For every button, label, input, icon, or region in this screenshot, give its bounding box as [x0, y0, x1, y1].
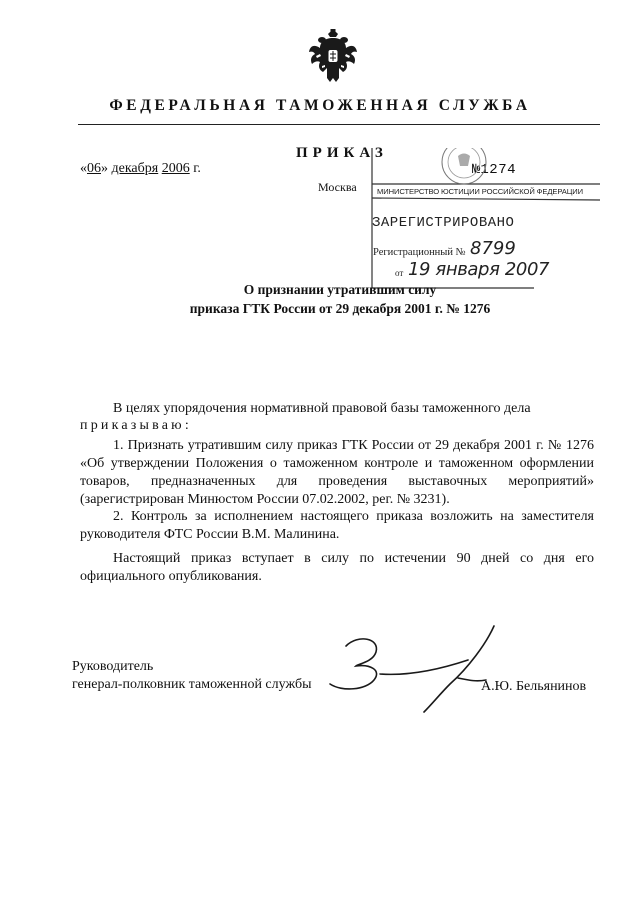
order-item-2: 2. Контроль за исполнением настоящего приказа возложить на заместителя руководителя ФТС России В.М. Малинина.: [80, 509, 594, 542]
stamp-registration-number: 8799: [470, 238, 516, 259]
stamp-ministry-name: МИНИСТЕРСТВО ЮСТИЦИИ РОССИЙСКОЙ ФЕДЕРАЦИИ: [377, 187, 583, 196]
header-divider: [78, 124, 600, 125]
handwritten-signature-icon: [318, 620, 508, 716]
agency-name: ФЕДЕРАЛЬНАЯ ТАМОЖЕННАЯ СЛУЖБА: [109, 97, 531, 114]
order-number-prefix: №: [472, 162, 481, 178]
signer-position: Руководитель: [72, 659, 154, 674]
preamble-paragraph: В целях упорядочения нормативной правовой базы таможенного дела: [113, 401, 531, 416]
order-date: [80, 161, 201, 177]
date-close-quote: »: [101, 161, 108, 176]
city: Москва: [318, 180, 357, 194]
order-number-value: 1274: [480, 162, 517, 178]
subject-line-1: О признании утратившим силу: [243, 282, 437, 297]
effective-date-paragraph: Настоящий приказ вступает в силу по истечении 90 дней со дня его официального опубликования.: [80, 551, 594, 584]
double-headed-eagle-emblem-icon: [308, 28, 358, 86]
subject-line-2: приказа ГТК России от 29 декабря 2001 г. № 1276: [189, 301, 491, 316]
date-year: 2006: [161, 161, 190, 176]
command-word: приказываю:: [80, 418, 192, 433]
date-month: декабря: [111, 161, 159, 176]
stamp-registered: ЗАРЕГИСТРИРОВАНО: [372, 215, 515, 231]
circular-seal-icon: [442, 148, 486, 184]
order-item-1: 1. Признать утратившим силу приказ ГТК России от 29 декабря 2001 г. № 1276 «Об утверждении Положения о таможенном контроле и таможенном оформлении товаров, предназначенных для проведения выставочных мероприятий» (зарегистрирован Минюстом России 07.02.2002, рег. № 3231).: [80, 438, 594, 507]
signer-rank: генерал-полковник таможенной службы: [72, 677, 312, 692]
stamp-registration-date: 19 января 2007: [408, 259, 550, 280]
order-subject: [0, 280, 640, 318]
stamp-from-label: от: [395, 268, 404, 278]
signer-name: А.Ю. Бельянинов: [481, 679, 587, 694]
date-suffix: г.: [193, 161, 201, 176]
date-day: 06: [87, 161, 101, 176]
date-open-quote: «: [80, 161, 87, 176]
document-type-title: ПРИКАЗ: [296, 145, 388, 161]
stamp-registration-label: Регистрационный №: [373, 247, 466, 258]
